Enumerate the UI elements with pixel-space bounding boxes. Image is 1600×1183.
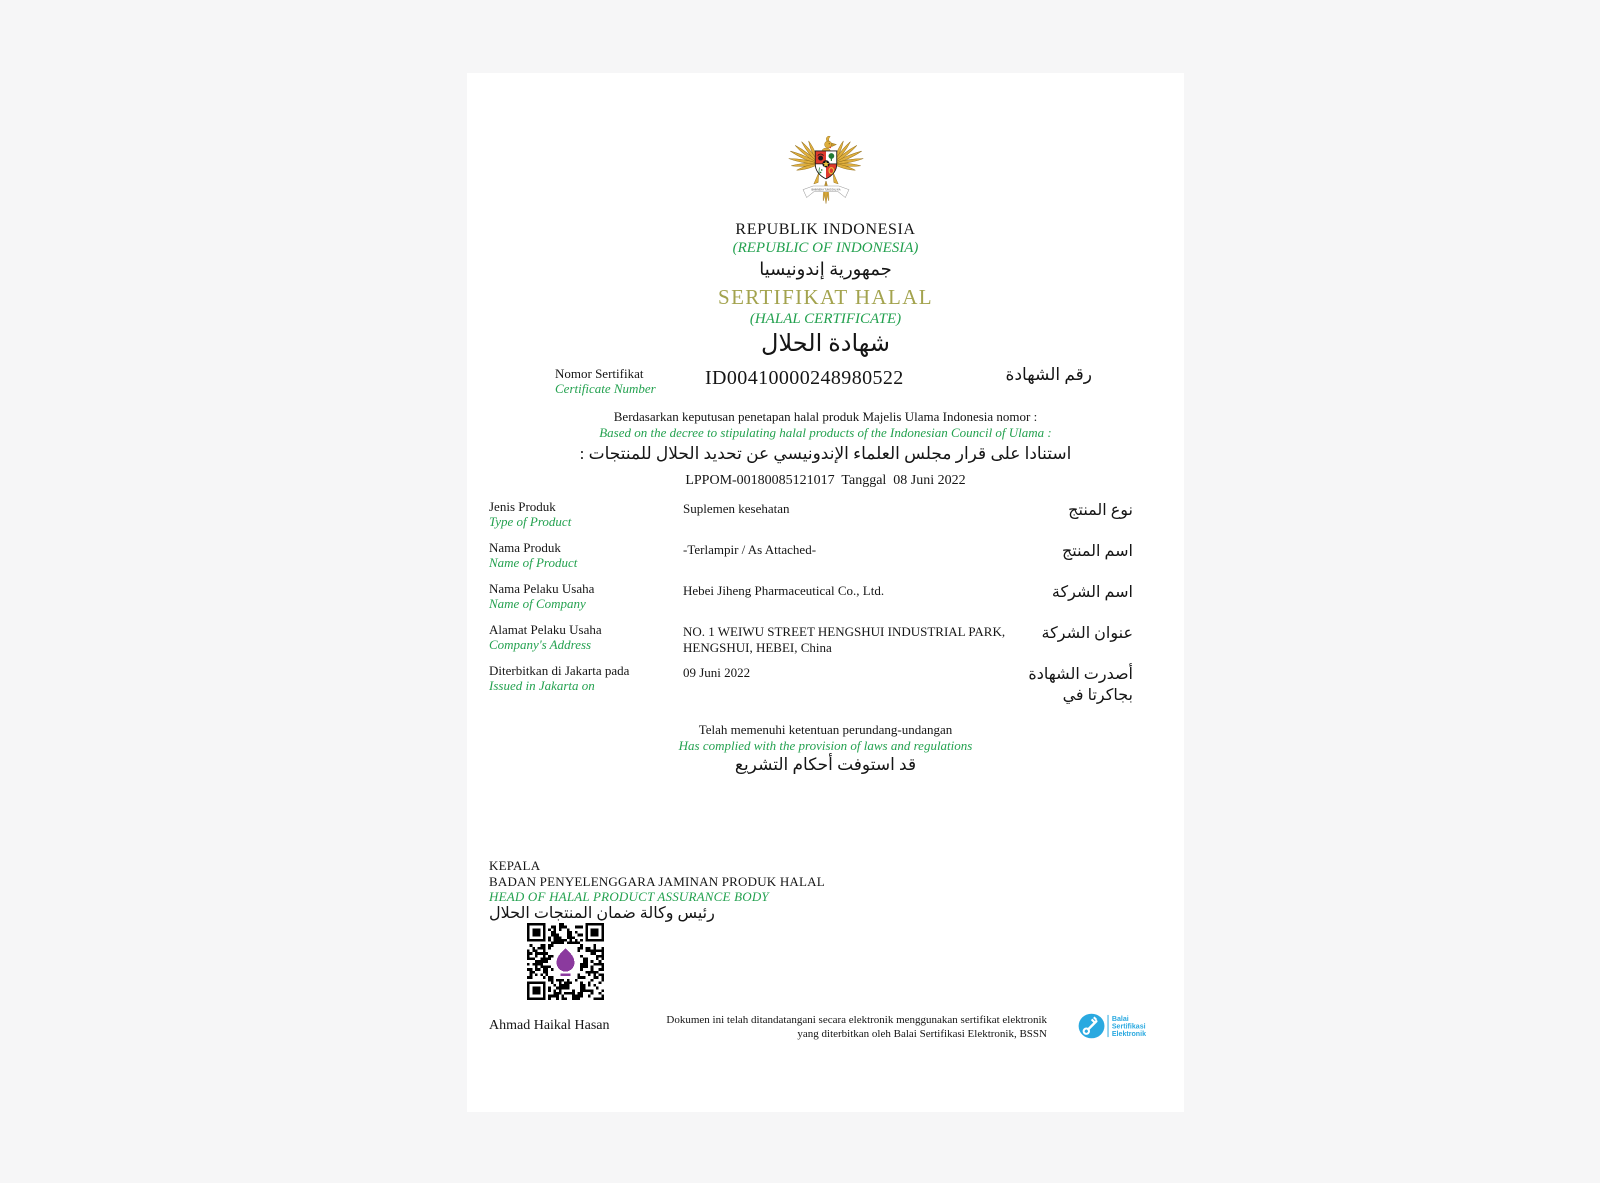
compliance-line-id: Telah memenuhi ketentuan perundang-undangan [698, 722, 953, 737]
field-value: Suplemen kesehatan [683, 501, 790, 516]
certificate-title-en: (HALAL CERTIFICATE) [749, 311, 902, 327]
compliance-block [467, 722, 1184, 775]
field-label-en: Company's Address [489, 636, 592, 652]
signatory-title-line2: BADAN PENYELENGGARA JAMINAN PRODUK HALAL [489, 873, 825, 889]
certificate-title-ar: شهادة الحلال [761, 331, 890, 357]
field-label-en: Issued in Jakarta on [489, 677, 595, 693]
certificate-title-id: SERTIFIKAT HALAL [718, 285, 933, 309]
field-label-en: Name of Company [489, 595, 586, 611]
field-row-company-name [467, 582, 1184, 623]
disclaimer-line1: Dokumen ini telah ditandatangani secara elektronik menggunakan sertifikat elektronik [666, 1014, 1047, 1026]
decree-line-en: Based on the decree to stipulating halal products of the Indonesian Council of Ulama : [599, 425, 1052, 440]
field-label-id: Diterbitkan di Jakarta pada [489, 663, 630, 678]
field-label [489, 623, 675, 652]
certificate-number-label-en: Certificate Number [555, 381, 656, 396]
field-label [489, 582, 675, 611]
signatory-title-ar: رئيس وكالة ضمان المنتجات الحلال [489, 904, 715, 922]
field-label-id: Jenis Produk [489, 499, 556, 514]
signatory-title-en: HEAD OF HALAL PRODUCT ASSURANCE BODY [489, 889, 769, 904]
field-label [489, 664, 675, 693]
field-label-ar: نوع المنتج [1068, 502, 1133, 519]
qr-code [527, 923, 604, 1000]
halal-certificate-document [467, 73, 1184, 1112]
field-label [489, 500, 675, 529]
signatory-title-block [489, 858, 825, 921]
field-value: NO. 1 WEIWU STREET HENGSHUI INDUSTRIAL PARK, HENGSHUI, HEBEI, China [683, 624, 1006, 655]
decree-reference: LPPOM-00180085121017 Tanggal 08 Juni 2022 [685, 473, 966, 488]
field-value: -Terlampir / As Attached- [683, 542, 817, 557]
certificate-header [467, 118, 1184, 358]
bse-logo-text-line1: Balai [1111, 1016, 1129, 1024]
field-label-id: Alamat Pelaku Usaha [489, 622, 602, 637]
bse-logo-text-line3: Elektronik [1111, 1030, 1147, 1038]
country-name-en: (REPUBLIC OF INDONESIA) [732, 240, 919, 256]
signatory-title-line1: KEPALA [489, 858, 541, 873]
decree-line-id: Berdasarkan keputusan penetapan halal produk Majelis Ulama Indonesia nomor : [613, 409, 1038, 424]
bse-logo-text-line2: Sertifikasi [1111, 1023, 1146, 1031]
certificate-number-label [555, 366, 656, 396]
emblem-motto: BHINNEKA TUNGGAL IKA [810, 188, 841, 192]
emblem-tail [822, 181, 830, 204]
field-row-issue-date [467, 664, 1184, 705]
field-label-ar: اسم المنتج [1061, 543, 1133, 560]
field-row-product-type [467, 500, 1184, 541]
certificate-number-row [467, 363, 1184, 409]
compliance-line-en: Has complied with the provision of laws and regulations [678, 738, 973, 753]
field-label-ar: أصدرت الشهادة بجاكرتا في [1028, 666, 1133, 704]
compliance-line-ar: قد استوفت أحكام التشريع [734, 755, 917, 774]
field-label-en: Name of Product [489, 554, 578, 570]
decree-block [467, 409, 1184, 489]
garuda-pancasila-emblem [783, 118, 869, 214]
field-label-ar: عنوان الشركة [1041, 625, 1133, 642]
decree-line-ar: استنادا على قرار مجلس العلماء الإندونيسي عن تحديد الحلال للمنتجات : [579, 444, 1072, 463]
field-label [489, 541, 675, 570]
field-label-en: Type of Product [489, 513, 572, 529]
field-value: Hebei Jiheng Pharmaceutical Co., Ltd. [683, 583, 885, 598]
bse-logo [1078, 1009, 1158, 1043]
field-label-id: Nama Produk [489, 540, 561, 555]
certificate-number-value: ID00410000248980522 [705, 367, 904, 389]
certificate-number-label-id: Nomor Sertifikat [555, 366, 644, 381]
field-row-company-address [467, 623, 1184, 664]
electronic-signature-disclaimer [627, 1014, 1047, 1041]
signatory-name: Ahmad Haikal Hasan [489, 1018, 610, 1033]
disclaimer-line2: yang diterbitkan oleh Balai Sertifikasi Elektronik, BSSN [797, 1027, 1047, 1040]
country-name-id: REPUBLIK INDONESIA [735, 221, 916, 238]
field-label-id: Nama Pelaku Usaha [489, 581, 595, 596]
field-label-ar: اسم الشركة [1051, 584, 1133, 601]
country-name-ar: جمهورية إندونيسيا [759, 259, 892, 279]
certificate-number-label-ar: رقم الشهادة [1005, 365, 1092, 384]
field-row-product-name [467, 541, 1184, 582]
field-value: 09 Juni 2022 [683, 665, 751, 680]
